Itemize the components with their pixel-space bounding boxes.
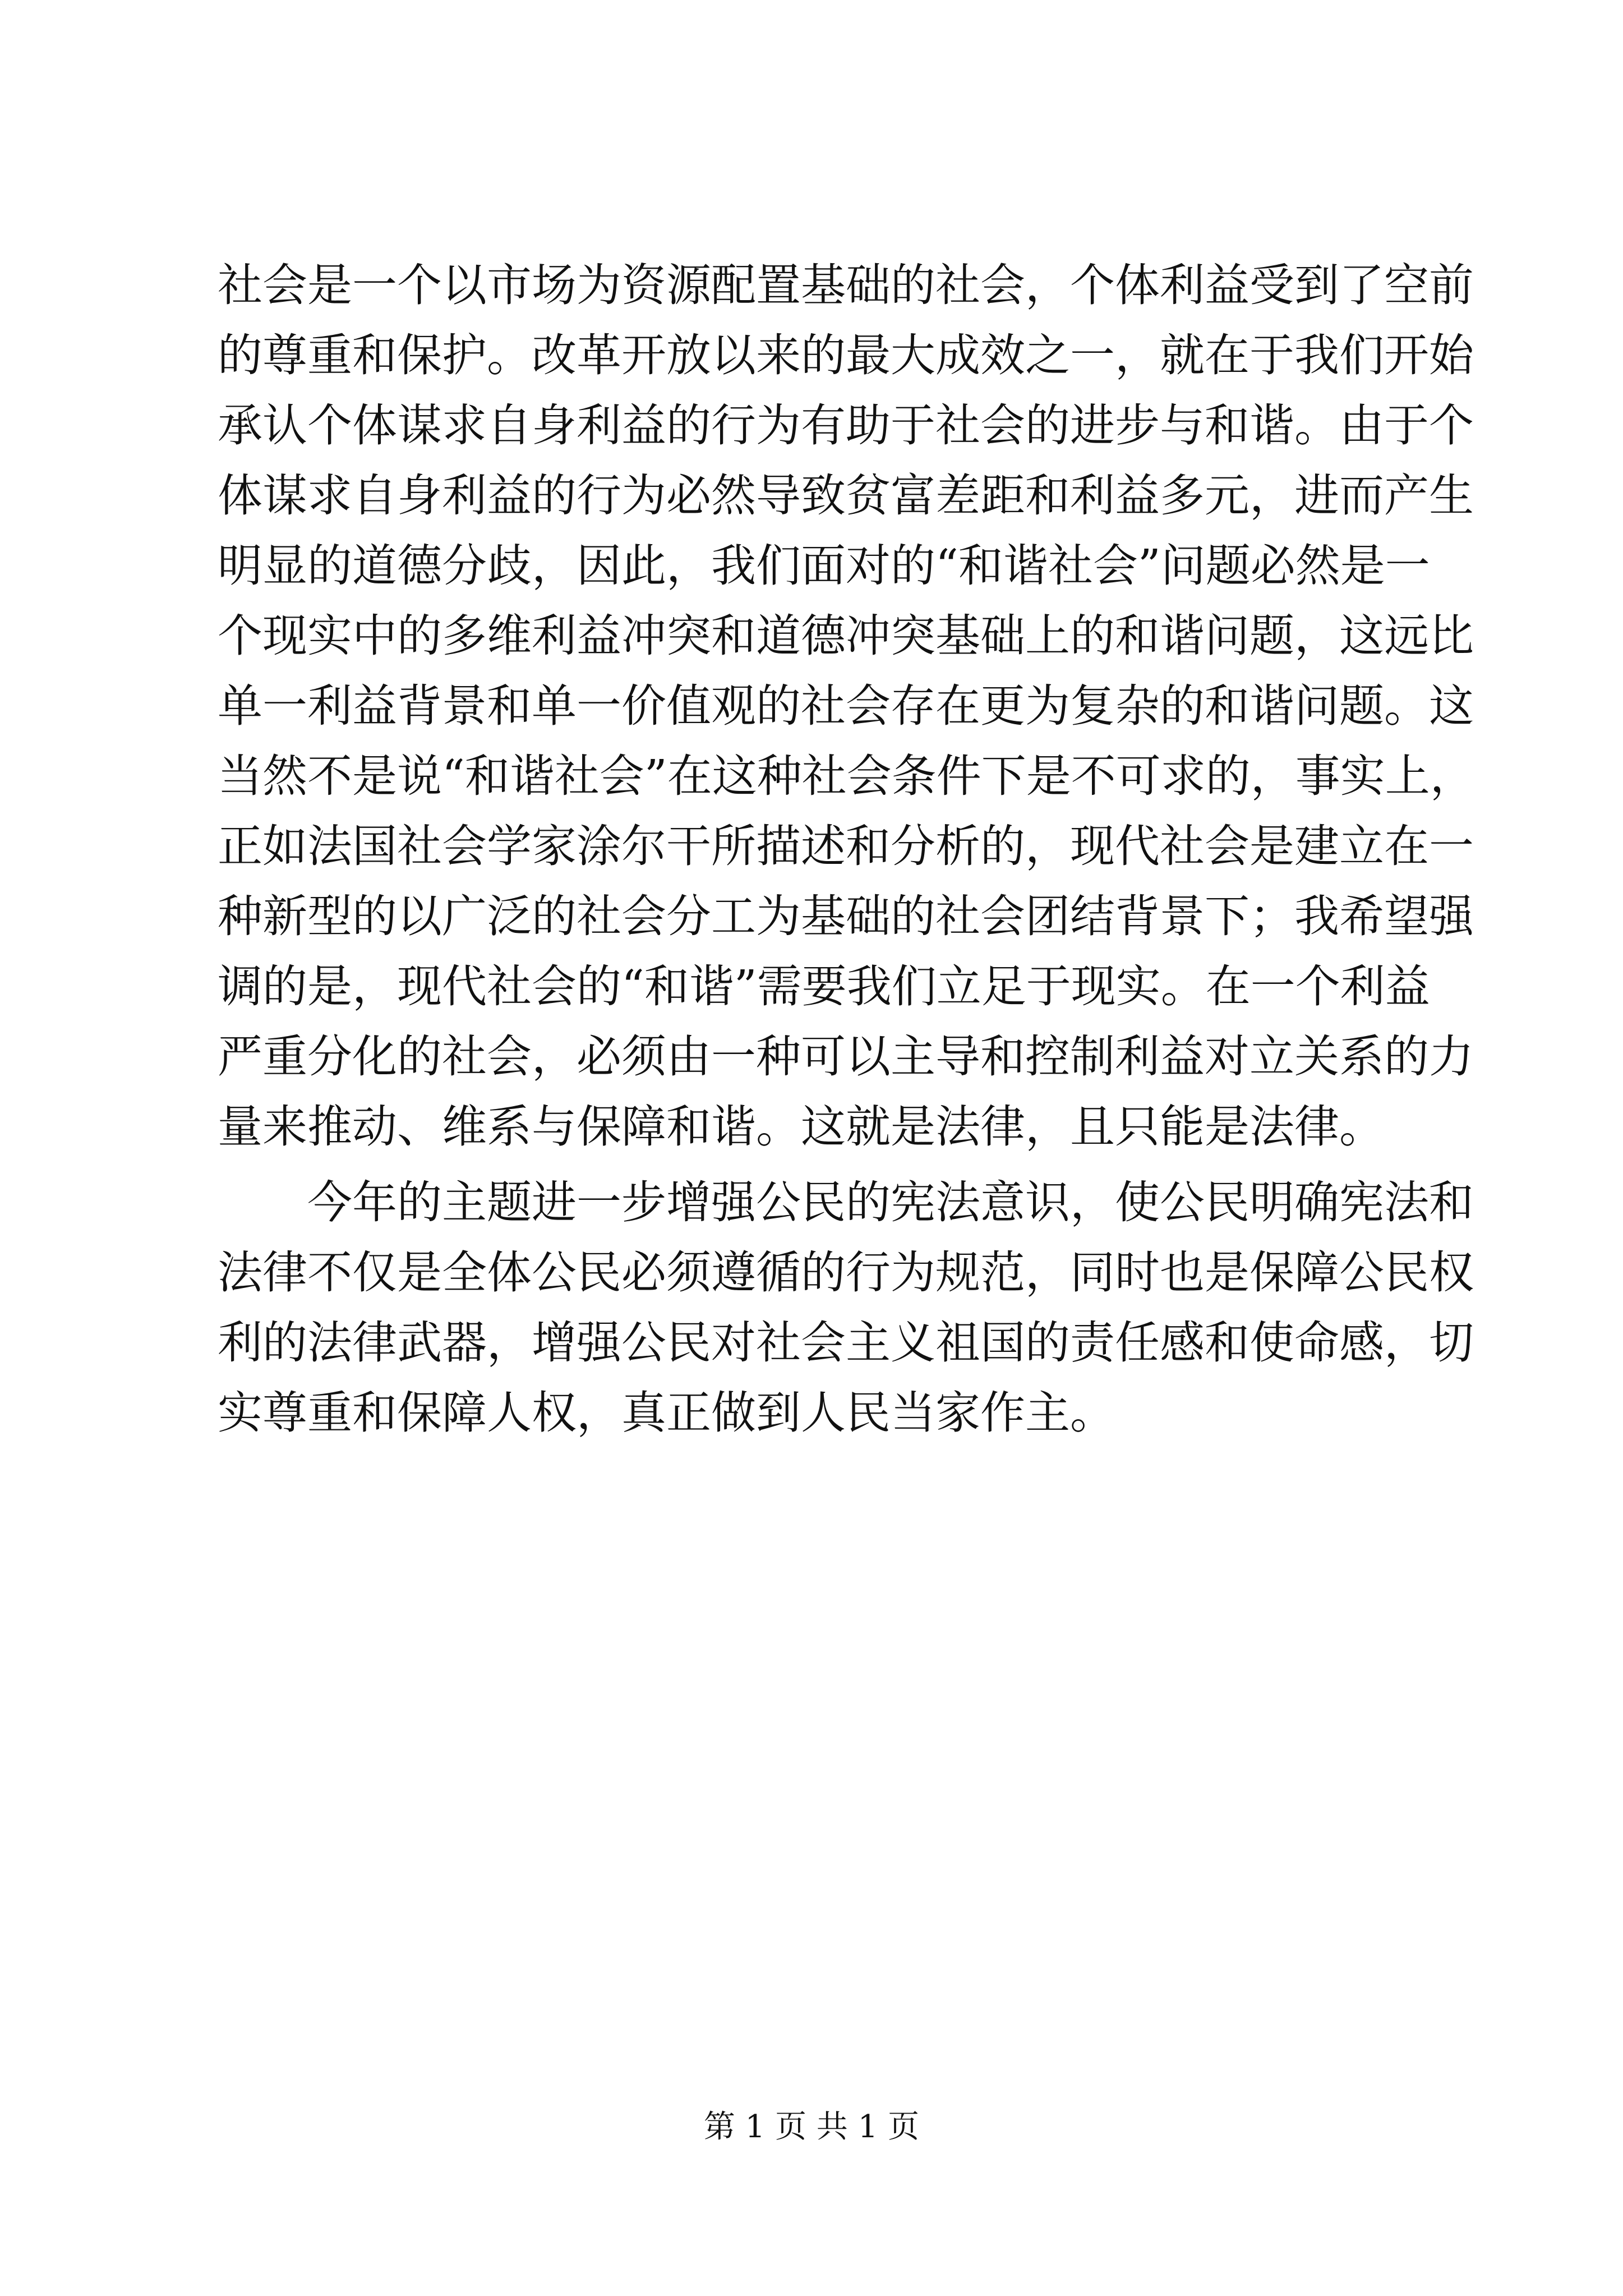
paragraph-1-line-3: 承认个体谋求自身利益的行为有助于社会的进步与和谐。由于个 [218, 399, 1474, 452]
paragraph-1-line-12: 严重分化的社会，必须由一种可以主导和控制利益对立关系的力 [218, 1030, 1474, 1083]
paragraph-1-line-11: 调的是，现代社会的“和谐”需要我们立足于现实。在一个利益 [218, 960, 1430, 1013]
paragraph-1-line-6: 个现实中的多维利益冲突和道德冲突基础上的和谐问题，这远比 [218, 610, 1474, 662]
paragraph-1-line-5: 明显的道德分歧，因此，我们面对的“和谐社会”问题必然是一 [218, 540, 1430, 592]
paragraph-2-line-4: 实尊重和保障人权，真正做到人民当家作主。 [218, 1387, 1115, 1439]
paragraph-1-line-13: 量来推动、维系与保障和谐。这就是法律，且只能是法律。 [218, 1101, 1384, 1153]
paragraph-1-line-1: 社会是一个以市场为资源配置基础的社会，个体利益受到了空前 [218, 259, 1474, 311]
page-footer: 第 1 页 共 1 页 [703, 2109, 920, 2145]
paragraph-2-line-1: 今年的主题进一步增强公民的宪法意识，使公民明确宪法和 [307, 1176, 1474, 1228]
paragraph-1-line-10: 种新型的以广泛的社会分工为基础的社会团结背景下；我希望强 [218, 890, 1474, 942]
paragraph-1-line-7: 单一利益背景和单一价值观的社会存在更为复杂的和谐问题。这 [218, 680, 1474, 732]
paragraph-2-line-3: 利的法律武器，增强公民对社会主义祖国的责任感和使命感，切 [218, 1317, 1474, 1369]
paragraph-1-line-9: 正如法国社会学家涂尔干所描述和分析的，现代社会是建立在一 [218, 820, 1474, 872]
paragraph-1-line-8: 当然不是说“和谐社会”在这种社会条件下是不可求的，事实上， [218, 750, 1475, 802]
paragraph-1-line-4: 体谋求自身利益的行为必然导致贫富差距和利益多元，进而产生 [218, 470, 1474, 522]
paragraph-2-line-2: 法律不仅是全体公民必须遵循的行为规范，同时也是保障公民权 [218, 1246, 1474, 1299]
paragraph-1-line-2: 的尊重和保护。改革开放以来的最大成效之一，就在于我们开始 [218, 329, 1474, 381]
